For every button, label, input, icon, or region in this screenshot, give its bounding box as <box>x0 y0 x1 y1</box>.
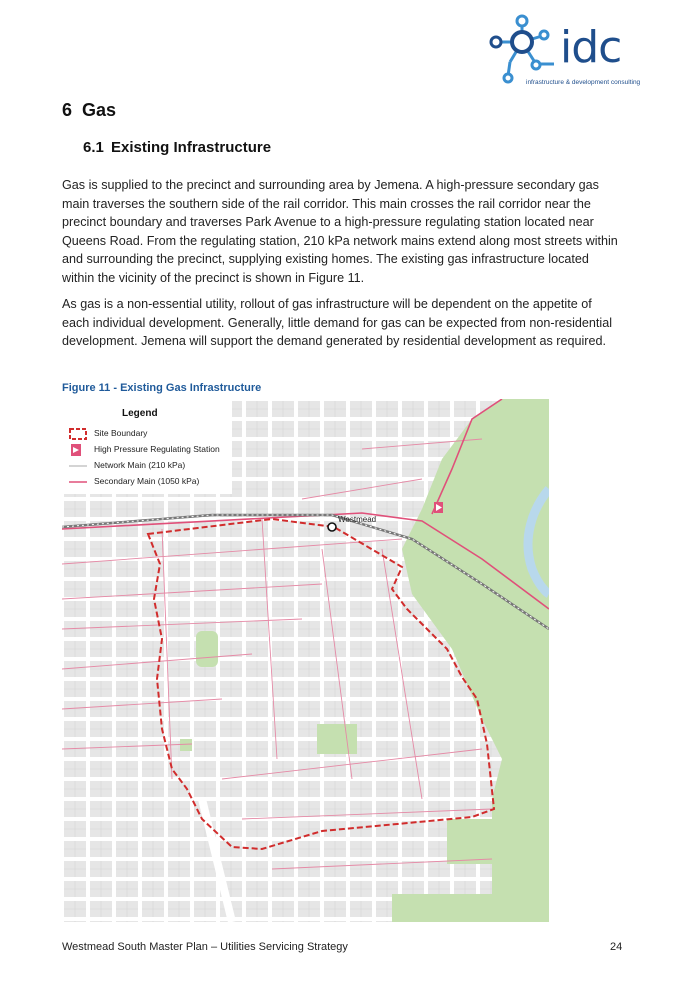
legend-label: Network Main (210 kPa) <box>94 460 186 470</box>
legend-label: High Pressure Regulating Station <box>94 444 220 454</box>
regulating-station-legend-icon <box>68 443 88 457</box>
westmead-station-label: Westmead <box>338 515 377 524</box>
secondary-main-legend-icon <box>68 475 88 489</box>
park-small-1 <box>196 631 218 667</box>
footer-page-number: 24 <box>610 941 623 953</box>
logo-tagline: infrastructure & development consulting <box>526 79 641 86</box>
logo-wordmark: idc <box>560 22 622 73</box>
site-boundary-legend-icon <box>68 427 88 441</box>
park-small-2 <box>317 724 357 754</box>
legend-item-secondary-main <box>68 475 233 489</box>
legend-title: Legend <box>122 408 158 419</box>
figure-caption: Figure 11 - Existing Gas Infrastructure <box>62 382 262 394</box>
footer-document-title: Westmead South Master Plan – Utilities Servicing Strategy <box>62 941 348 953</box>
park-small-5 <box>392 894 492 922</box>
section-title: Gas <box>82 100 117 120</box>
paragraph-gas-rollout: As gas is a non-essential utility, rollout of gas infrastructure will be dependent on the appetite of each individual development. Generally, little demand for gas can be expected from non-residential development. Jemena will support the demand generated by residential development as required. <box>62 297 613 349</box>
section-number: 6 <box>62 100 73 120</box>
park-small-3 <box>180 739 192 751</box>
paragraph-gas-supply: Gas is supplied to the precinct and surrounding area by Jemena. A high-pressure secondary gas main traverses the southern side of the rail corridor. This main crosses the rail corridor near the precinct boundary and traverses Park Avenue to a high-pressure regulating station located near Queens Road. From the regulating station, 210 kPa network mains extend along most streets within and surrounding the precinct, supplying existing homes. The existing gas infrastructure located within the vicinity of the precinct is shown in Figure 11. <box>62 178 618 285</box>
westmead-station-marker <box>328 523 336 531</box>
map-legend <box>62 399 232 494</box>
legend-item-regulating-station <box>68 443 233 457</box>
park-small-4 <box>447 819 492 864</box>
legend-label: Secondary Main (1050 kPa) <box>94 476 200 486</box>
section-heading <box>62 100 116 121</box>
legend-item-site-boundary <box>68 427 233 441</box>
legend-label: Site Boundary <box>94 428 148 438</box>
subsection-number: 6.1 <box>83 139 104 156</box>
gas-infrastructure-map <box>62 399 549 922</box>
network-main-legend-icon <box>68 459 88 473</box>
subsection-title: Existing Infrastructure <box>111 139 272 156</box>
subsection-heading <box>83 139 271 156</box>
legend-item-network-main <box>68 459 233 473</box>
